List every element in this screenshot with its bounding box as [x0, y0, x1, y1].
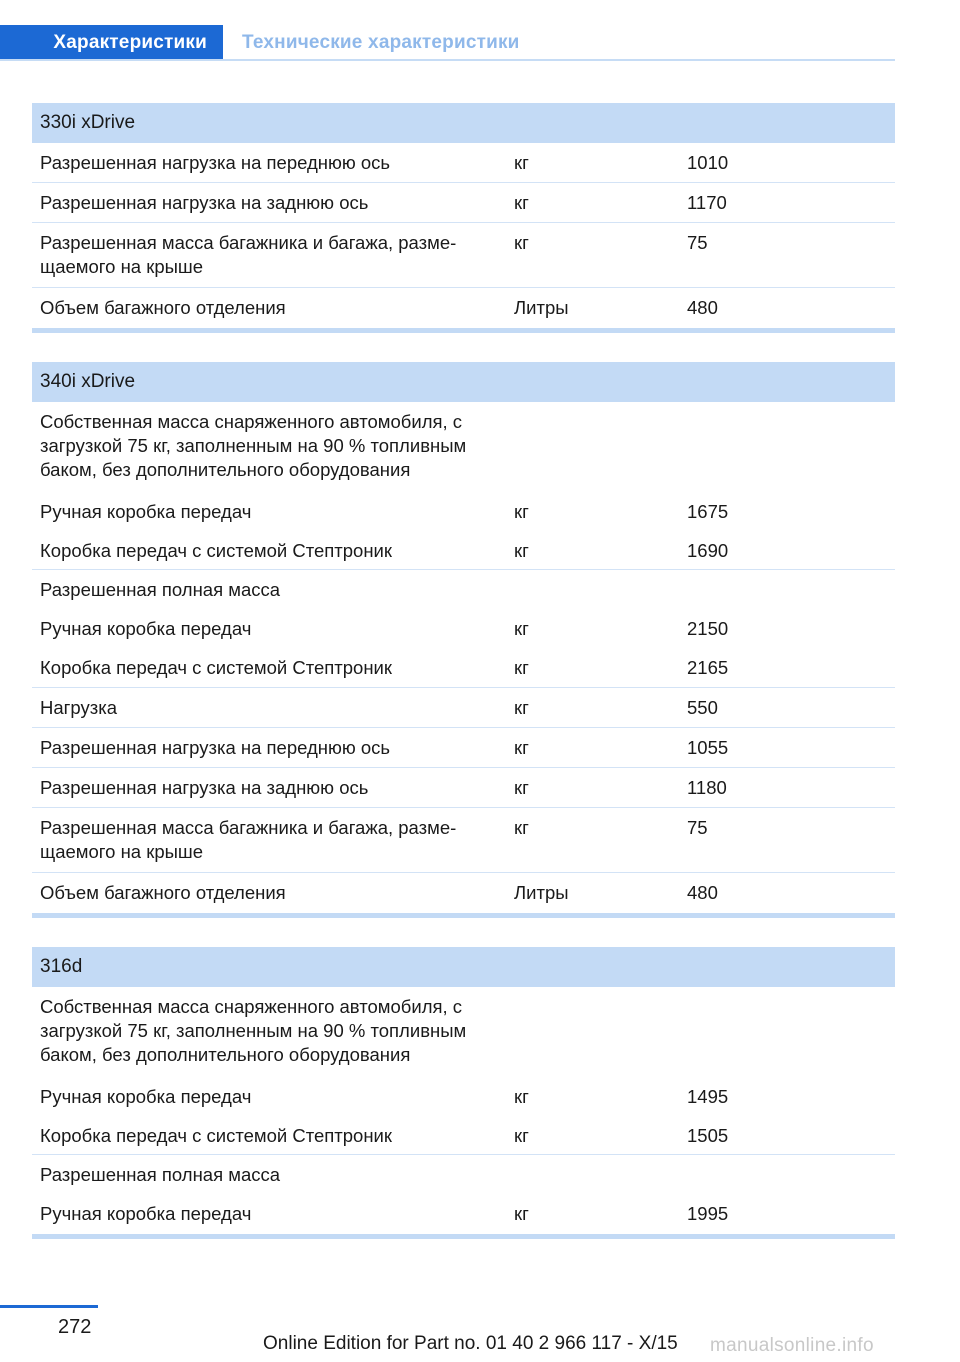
row-unit: кг	[514, 1125, 529, 1146]
table-row	[32, 1194, 895, 1234]
row-value: 1690	[687, 540, 729, 561]
edition-footer: Online Edition for Part no. 01 40 2 966 117 - X/15	[263, 1333, 678, 1354]
table-row	[32, 648, 895, 688]
row-unit: кг	[514, 697, 529, 718]
row-value: 1010	[687, 152, 729, 173]
table-row	[32, 987, 895, 1077]
table-row	[32, 143, 895, 183]
spec-table-316d	[32, 947, 895, 1239]
row-value: 1170	[687, 192, 727, 213]
row-label: Собственная масса снаряженного автомобиля, с загрузкой 75 кг, заполненным на 90 % топливным баком, без дополнительного оборудования	[40, 411, 467, 480]
page-number: 272	[58, 1316, 92, 1338]
table-row	[32, 570, 895, 609]
row-value: 1675	[687, 501, 729, 522]
row-unit: Литры	[514, 297, 569, 318]
row-label: Коробка передач с системой Стептроник	[40, 540, 392, 561]
row-value: 2150	[687, 618, 729, 639]
table-row	[32, 688, 895, 728]
table-bottom-rule	[32, 328, 895, 333]
row-label: Объем багажного отделения	[40, 297, 286, 318]
row-value: 75	[687, 817, 708, 838]
row-unit: кг	[514, 192, 529, 213]
row-label: Разрешенная нагрузка на заднюю ось	[40, 192, 369, 213]
table-row	[32, 609, 895, 648]
row-label: Разрешенная масса багажника и багажа, разме- щаемого на крыше	[40, 817, 457, 862]
table-row	[32, 873, 895, 913]
row-unit: кг	[514, 152, 529, 173]
row-unit: кг	[514, 817, 529, 838]
row-value: 2165	[687, 657, 729, 678]
table-row	[32, 288, 895, 328]
row-label: Разрешенная нагрузка на заднюю ось	[40, 777, 369, 798]
spec-table-330i	[32, 103, 895, 333]
spec-table-title: 316d	[32, 947, 895, 987]
table-row	[32, 1155, 895, 1194]
table-row	[32, 223, 895, 288]
row-label: Собственная масса снаряженного автомобиля, с загрузкой 75 кг, заполненным на 90 % топливным баком, без дополнительного оборудования	[40, 996, 467, 1065]
row-unit: кг	[514, 540, 529, 561]
row-value: 1995	[687, 1203, 729, 1224]
row-unit: кг	[514, 1203, 529, 1224]
row-label: Коробка передач с системой Стептроник	[40, 657, 392, 678]
table-row	[32, 492, 895, 531]
row-unit: кг	[514, 657, 529, 678]
row-value: 480	[687, 297, 718, 318]
table-bottom-rule	[32, 913, 895, 918]
row-label: Нагрузка	[40, 697, 117, 718]
row-label: Разрешенная нагрузка на переднюю ось	[40, 152, 391, 173]
row-value: 1505	[687, 1125, 729, 1146]
row-label: Разрешенная полная масса	[40, 579, 281, 600]
row-unit: кг	[514, 1086, 529, 1107]
row-label: Разрешенная нагрузка на переднюю ось	[40, 737, 391, 758]
table-row	[32, 768, 895, 808]
row-label: Ручная коробка передач	[40, 1203, 252, 1224]
table-row	[32, 1077, 895, 1116]
row-value: 75	[687, 232, 708, 253]
row-label: Ручная коробка передач	[40, 501, 252, 522]
spec-table-title: 330i xDrive	[32, 103, 895, 143]
page-header	[0, 25, 895, 63]
row-label: Объем багажного отделения	[40, 882, 286, 903]
row-unit: кг	[514, 737, 529, 758]
row-label: Ручная коробка передач	[40, 1086, 252, 1107]
spec-table-title: 340i xDrive	[32, 362, 895, 402]
header-divider	[0, 59, 895, 61]
row-unit: кг	[514, 232, 529, 253]
table-row	[32, 1116, 895, 1155]
spec-table-340i	[32, 362, 895, 918]
page-number-rule	[0, 1305, 98, 1308]
table-row	[32, 808, 895, 873]
table-row	[32, 531, 895, 570]
row-unit: кг	[514, 777, 529, 798]
table-bottom-rule	[32, 1234, 895, 1239]
watermark: manualsonline.info	[710, 1335, 874, 1356]
table-row	[32, 183, 895, 223]
table-row	[32, 728, 895, 768]
row-label: Разрешенная полная масса	[40, 1164, 281, 1185]
table-row	[32, 402, 895, 492]
row-label: Ручная коробка передач	[40, 618, 252, 639]
row-unit: Литры	[514, 882, 569, 903]
row-unit: кг	[514, 501, 529, 522]
row-value: 480	[687, 882, 718, 903]
row-value: 1055	[687, 737, 729, 758]
row-value: 550	[687, 697, 718, 718]
row-label: Коробка передач с системой Стептроник	[40, 1125, 392, 1146]
row-unit: кг	[514, 618, 529, 639]
tab-characteristics[interactable]: Характеристики	[0, 25, 223, 61]
tab-technical-characteristics[interactable]: Технические характеристики	[242, 32, 520, 53]
row-value: 1495	[687, 1086, 729, 1107]
row-value: 1180	[687, 777, 727, 798]
row-label: Разрешенная масса багажника и багажа, разме- щаемого на крыше	[40, 232, 457, 277]
